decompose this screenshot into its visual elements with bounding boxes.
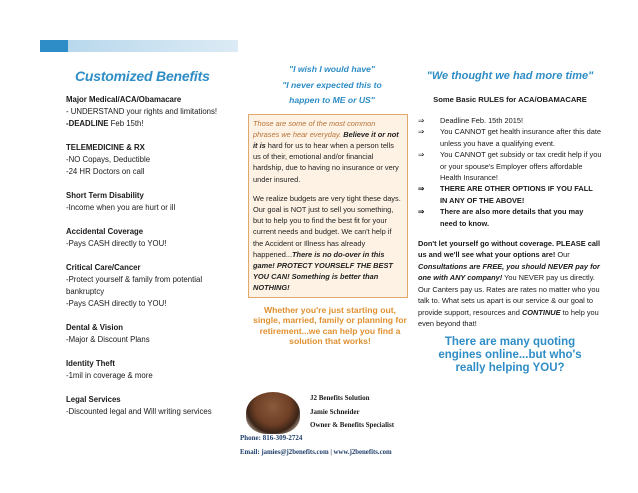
rule-item: ⇒ You CANNOT get subsidy or tax credit help if you or your spouse's Employer offers affordable Health Insurance! (418, 150, 602, 183)
benefit-section (66, 142, 238, 178)
middle-column (238, 62, 408, 347)
contact-email: Email: jamies@j2benefits.com | www.j2benefits.com (240, 449, 392, 456)
company-name: J2 Benefits Solution (310, 394, 370, 402)
benefit-title: Accidental Coverage (66, 227, 144, 236)
message-paragraph: We realize budgets are very tight these days. Our goal is NOT just to sell you something, but to help you to find the best fit for your current needs and budget. We can't help if the Accident or Illness has already happened...There is no do-over in this game! PROTECT YOURSELF THE BEST YOU CAN! Something is better than NOTHING! (253, 193, 401, 293)
benefit-line: -Pays CASH directly to YOU! (66, 239, 167, 248)
benefit-line: -Major & Discount Plans (66, 335, 150, 344)
arrow-icon: ⇒ (418, 116, 425, 125)
message-paragraph: Those are some of the most common phrases we hear everyday. Believe it or not it is hard for us to hear when a person tells us of their, emotional and/or financial hardship, due to having no insurance or very under insured. (253, 118, 399, 184)
header-accent-bar (40, 40, 238, 52)
closing-question: There are many quoting engines online...but who's really helping YOU? (438, 336, 582, 374)
rules-title: Some Basic RULES for ACA/OBAMACARE (433, 95, 587, 104)
rules-column (418, 68, 602, 374)
benefit-section (66, 322, 238, 346)
benefit-section (66, 262, 238, 310)
arrow-icon: ⇒ (418, 207, 425, 217)
rule-item: ⇒ Deadline Feb. 15th 2015! (418, 116, 524, 125)
benefit-title: Critical Care/Cancer (66, 263, 141, 272)
benefits-title: Customized Benefits (75, 68, 210, 84)
contact-role: Owner & Benefits Specialist (310, 421, 395, 429)
benefit-title: Dental & Vision (66, 323, 124, 332)
benefit-title: TELEMEDICINE & RX (66, 143, 145, 152)
benefit-section (66, 394, 238, 418)
arrow-icon: ⇒ (418, 184, 425, 194)
benefit-title: Short Term Disability (66, 191, 144, 200)
rule-item: ⇒ There are also more details that you may need to know. (418, 207, 584, 228)
arrow-icon: ⇒ (418, 150, 425, 160)
benefit-section (66, 226, 238, 250)
benefits-column (66, 70, 238, 430)
benefit-title: Major Medical/ACA/Obamacare (66, 95, 182, 104)
benefit-deadline: -DEADLINE Feb 15th! (66, 119, 144, 128)
message-box (248, 114, 408, 298)
rule-item: ⇒ THERE ARE OTHER OPTIONS IF YOU FALL IN ANY OF THE ABOVE! (418, 184, 593, 205)
contact-names (310, 392, 394, 433)
rules-list (418, 115, 602, 229)
solution-statement: Whether you're just starting out, single, married, family or planning for retirement...we can help you find a solution that works! (253, 304, 407, 347)
quote-line: happen to ME or US" (289, 95, 375, 105)
benefit-line: -NO Copays, Deductible (66, 155, 151, 164)
call-to-action-paragraph: Don't let yourself go without coverage. PLEASE call us and we'll see what your options are! Our Consultations are FREE, you should NEVER pay for one with ANY company! You NEVER pay us directly. Our Canters pay us. Rates are rates no matter who you talk to. What sets us apart is our service & our goal to provide support, resources and CONTINUE to help you even beyond that! (418, 239, 601, 328)
benefit-section (66, 190, 238, 214)
contact-name: Jamie Schneider (310, 407, 360, 416)
benefit-line: -Discounted legal and Will writing services (66, 407, 212, 416)
benefit-line: -Income when you are hurt or ill (66, 203, 176, 212)
benefit-title: Identity Theft (66, 359, 115, 368)
benefit-title: Legal Services (66, 395, 121, 404)
benefit-line: -Protect yourself & family from potential bankruptcy (66, 275, 203, 296)
benefit-line: -1mil in coverage & more (66, 371, 153, 380)
quote-line: "I wish I would have" (289, 64, 375, 74)
contact-phone: Phone: 816-309-2724 (240, 434, 303, 442)
benefit-line: -24 HR Doctors on call (66, 167, 145, 176)
benefit-line: - UNDERSTAND your rights and limitations! (66, 107, 218, 116)
portrait-photo (246, 392, 300, 434)
quote-line: "I never expected this to (282, 79, 382, 90)
benefit-section (66, 358, 238, 382)
arrow-icon: ⇒ (418, 127, 425, 137)
benefit-section (66, 94, 238, 130)
customer-quote (256, 62, 408, 109)
rule-item: ⇒ You CANNOT get health insurance after this date unless you have a qualifying event. (418, 127, 602, 148)
benefit-line: -Pays CASH directly to YOU! (66, 299, 167, 308)
headline-quote: "We thought we had more time" (426, 70, 594, 82)
